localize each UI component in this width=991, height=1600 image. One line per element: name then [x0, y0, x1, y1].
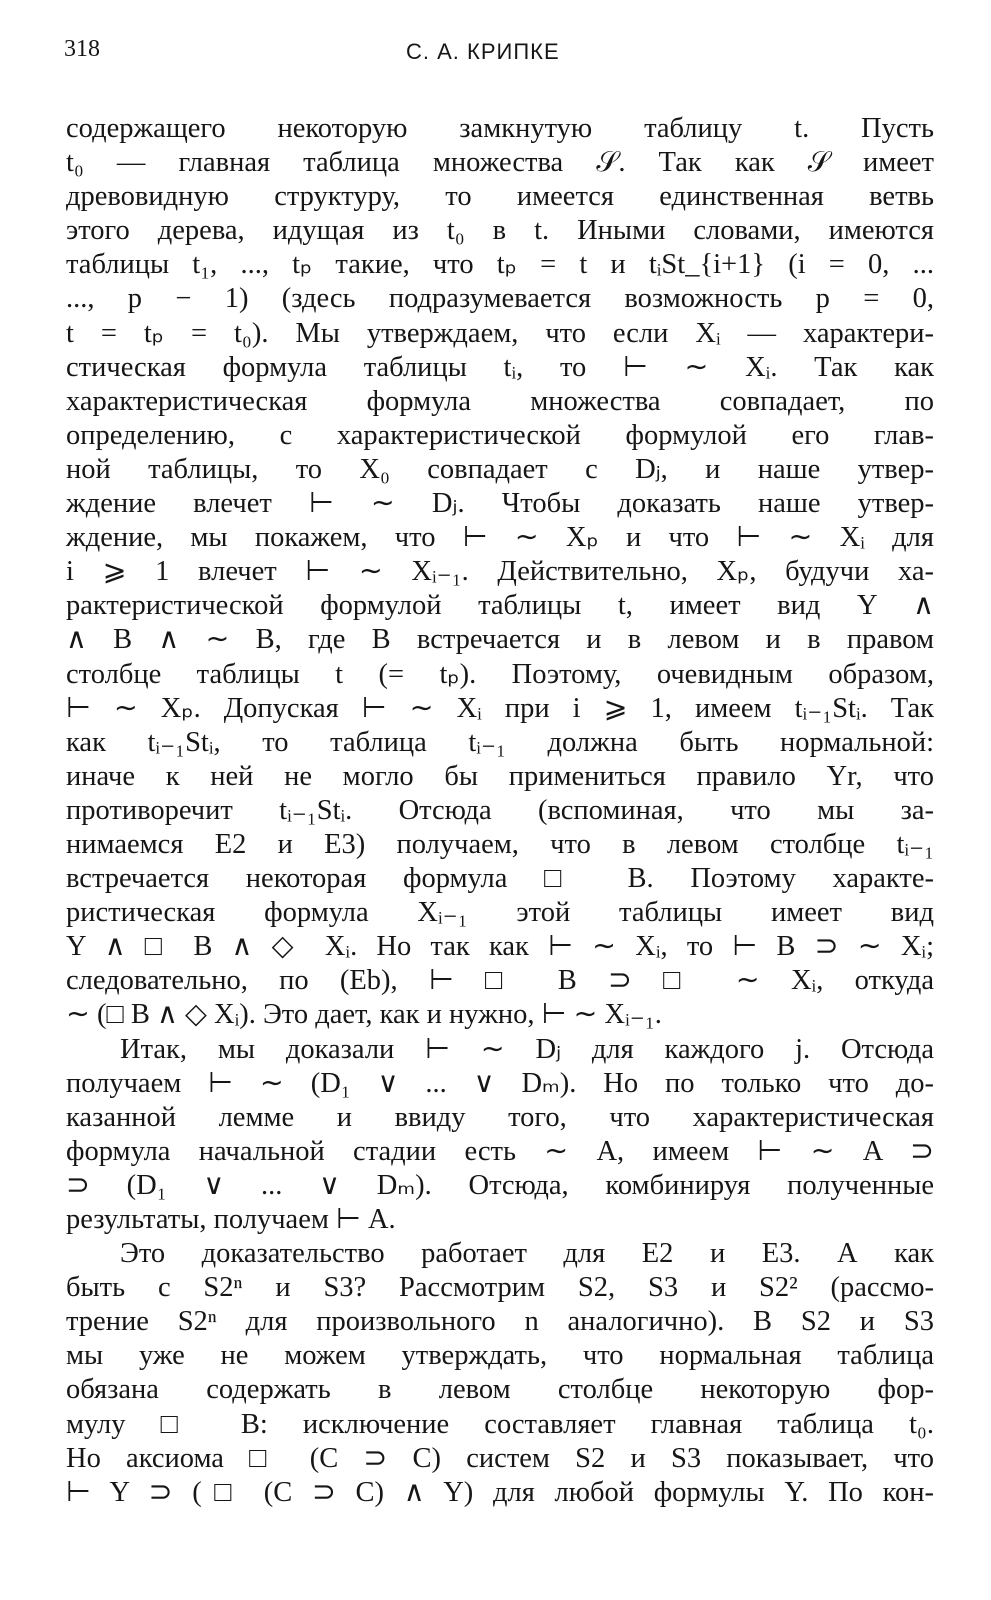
text-line: i ⩾ 1 влечет ⊢ ∼ Xᵢ₋₁. Действительно, Xₚ, будучи ха- — [66, 556, 934, 588]
text-line: обязана содержать в левом столбце некоторую фор- — [66, 1374, 934, 1406]
text-line: стическая формула таблицы tᵢ, то ⊢ ∼ Xᵢ. Так как — [66, 351, 934, 383]
text-line: Итак, мы доказали ⊢ ∼ Dⱼ для каждого j. Отсюда — [120, 1033, 934, 1065]
text-line: казанной лемме и ввиду того, что характеристическая — [66, 1101, 934, 1133]
text-line: столбце таблицы t (= tₚ). Поэтому, очевидным образом, — [66, 658, 934, 690]
text-line: этого дерева, идущая из t₀ в t. Иными словами, имеются — [66, 215, 934, 247]
text-line: ⊢ ∼ Xₚ. Допуская ⊢ ∼ Xᵢ при i ⩾ 1, имеем tᵢ₋₁Stᵢ. Так — [66, 692, 934, 724]
text-line: мы уже не можем утверждать, что нормальная таблица — [66, 1340, 934, 1372]
text-line: следовательно, по (Eb), ⊢ □ B ⊃ □ ∼ Xᵢ, откуда — [66, 965, 934, 997]
text-line: как tᵢ₋₁Stᵢ, то таблица tᵢ₋₁ должна быть нормальной: — [66, 726, 934, 758]
text-line: иначе к ней не могло бы примениться правило Yr, что — [66, 760, 934, 792]
page-number: 318 — [64, 36, 100, 62]
text-line: противоречит tᵢ₋₁Stᵢ. Отсюда (вспоминая, что мы за- — [66, 794, 934, 826]
text-line: t = tₚ = t₀). Мы утверждаем, что если Xᵢ — характери- — [66, 317, 934, 349]
text-line: Но аксиома □ (C ⊃ C) систем S2 и S3 показывает, что — [66, 1442, 934, 1474]
text-line: ⊃ (D₁ ∨ ... ∨ Dₘ). Отсюда, комбинируя полученные — [66, 1169, 934, 1201]
text-line: Y ∧ □ B ∧ ◇ Xᵢ. Но так как ⊢ ∼ Xᵢ, то ⊢ B ⊃ ∼ Xᵢ; — [66, 931, 934, 963]
text-line: ждение, мы покажем, что ⊢ ∼ Xₚ и что ⊢ ∼ Xᵢ для — [66, 522, 934, 554]
body-text — [66, 112, 934, 1510]
text-line: ..., p − 1) (здесь подразумевается возможность p = 0, — [66, 283, 934, 315]
text-line: таблицы t₁, ..., tₚ такие, что tₚ = t и tᵢSt_{i+1} (i = 0, ... — [66, 249, 934, 281]
text-line: встречается некоторая формула □ B. Поэтому характе- — [66, 863, 934, 895]
text-line: мулу □ B: исключение составляет главная таблица t₀. — [66, 1408, 934, 1440]
text-line: древовидную структуру, то имеется единственная ветвь — [66, 181, 934, 213]
text-line: получаем ⊢ ∼ (D₁ ∨ ... ∨ Dₘ). Но по только что до- — [66, 1067, 934, 1099]
text-line: быть с S2ⁿ и S3? Рассмотрим S2, S3 и S2² (рассмо- — [66, 1272, 934, 1304]
text-line: ∧ B ∧ ∼ B, где B встречается и в левом и в правом — [66, 624, 934, 656]
text-line: ∼ (□ B ∧ ◇ Xᵢ). Это дает, как и нужно, ⊢ ∼ Xᵢ₋₁. — [66, 999, 662, 1031]
text-line: рактеристической формулой таблицы t, имеет вид Y ∧ — [66, 590, 934, 622]
text-line: трение S2ⁿ для произвольного n аналогично). В S2 и S3 — [66, 1306, 934, 1338]
text-line: ⊢ Y ⊃ (□ (C ⊃ C) ∧ Y) для любой формулы Y. По кон- — [66, 1476, 934, 1508]
text-line: содержащего некоторую замкнутую таблицу t. Пусть — [66, 113, 934, 144]
text-line: ждение влечет ⊢ ∼ Dⱼ. Чтобы доказать наше утвер- — [66, 488, 934, 520]
text-line: результаты, получаем ⊢ A. — [66, 1204, 396, 1235]
text-line: ристическая формула Xᵢ₋₁ этой таблицы имеет вид — [66, 897, 934, 929]
text-line: определению, с характеристической формулой его глав- — [66, 419, 934, 451]
running-title: С. А. КРИПКЕ — [406, 39, 560, 64]
text-line: характеристическая формула множества совпадает, по — [66, 385, 934, 417]
text-line: ной таблицы, то X₀ совпадает с Dⱼ, и наше утвер- — [66, 453, 934, 485]
text-line: нимаемся E2 и E3) получаем, что в левом столбце tᵢ₋₁ — [66, 828, 934, 860]
text-line: формула начальной стадии есть ∼ A, имеем ⊢ ∼ A ⊃ — [66, 1135, 934, 1167]
text-line: Это доказательство работает для E2 и E3. А как — [120, 1238, 934, 1270]
text-line: t₀ — главная таблица множества 𝒮. Так как 𝒮 имеет — [66, 147, 934, 179]
